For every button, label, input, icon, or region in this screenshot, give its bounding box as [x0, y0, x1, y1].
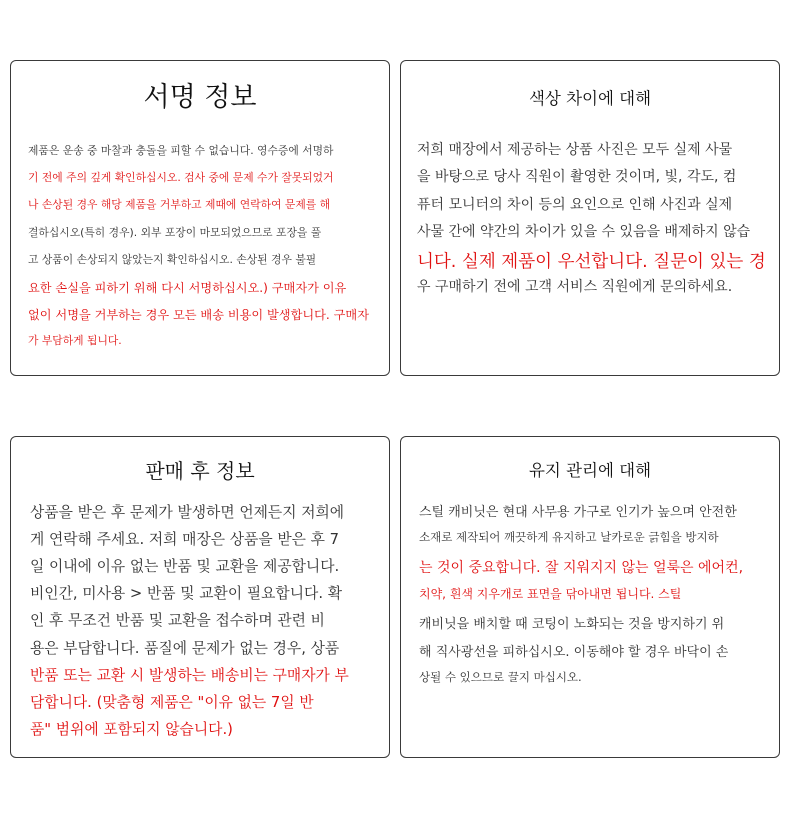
aftersales-text-line: 용은 부담합니다. 품질에 문제가 없는 경우, 상품 [30, 639, 340, 657]
signature-text-line: 기 전에 주의 깊게 확인하십시오. 검사 중에 문제 수가 잘못되었거 [28, 171, 334, 185]
color-difference-title: 색상 차이에 대해 [528, 89, 652, 108]
signature-text-line: 나 손상된 경우 해당 제품을 거부하고 제때에 연락하여 문제를 해 [28, 198, 331, 212]
maintenance-text-line: 치약, 흰색 지우개로 표면을 닦아내면 됩니다. 스틸 [419, 587, 682, 601]
color-text-line: 을 바탕으로 당사 직원이 촬영한 것이며, 빛, 각도, 컴 [417, 169, 737, 186]
maintenance-title: 유지 관리에 대해 [528, 461, 652, 480]
maintenance-text-line: 소재로 제작되어 깨끗하게 유지하고 날카로운 긁힘을 방지하 [419, 530, 719, 544]
signature-info-title: 서명 정보 [143, 82, 257, 113]
signature-text-line: 가 부담하게 됩니다. [28, 334, 122, 348]
after-sales-card [10, 436, 390, 758]
maintenance-text-line: 캐비닛을 배치할 때 코팅이 노화되는 것을 방지하기 위 [419, 617, 725, 632]
maintenance-text-line: 해 직사광선을 피하십시오. 이동해야 할 경우 바닥이 손 [419, 645, 729, 660]
color-text-line: 우 구매하기 전에 고객 서비스 직원에게 문의하세요. [417, 278, 733, 295]
signature-text-line: 요한 손실을 피하기 위해 다시 서명하십시오.) 구매자가 이유 [28, 281, 347, 295]
after-sales-title: 판매 후 정보 [145, 459, 255, 483]
aftersales-text-line: 비인간, 미사용 > 반품 및 교환이 필요합니다. 확 [30, 585, 343, 603]
aftersales-text-line: 품" 범위에 포함되지 않습니다.) [30, 720, 233, 738]
color-text-line: 퓨터 모니터의 차이 등의 요인으로 인해 사진과 실제 [417, 196, 733, 213]
aftersales-text-line: 담합니다. (맞춤형 제품은 "이유 없는 7일 반 [30, 693, 314, 711]
maintenance-text-line: 는 것이 중요합니다. 잘 지워지지 않는 얼룩은 에어컨, [419, 560, 744, 576]
aftersales-text-line: 게 연락해 주세요. 저희 매장은 상품을 받은 후 7 [30, 531, 340, 549]
aftersales-text-line: 인 후 무조건 반품 및 교환을 접수하며 관련 비 [30, 612, 325, 630]
aftersales-text-line: 일 이내에 이유 없는 반품 및 교환을 제공합니다. [30, 558, 340, 576]
signature-info-card [10, 60, 390, 376]
color-text-line: 사물 간에 약간의 차이가 있을 수 있음을 배제하지 않습 [417, 223, 751, 240]
color-text-line: 저희 매장에서 제공하는 상품 사진은 모두 실제 사물 [417, 142, 733, 158]
color-difference-card [400, 60, 780, 376]
signature-text-line: 없이 서명을 거부하는 경우 모든 배송 비용이 발생합니다. 구매자 [28, 308, 369, 323]
maintenance-card [400, 436, 780, 758]
signature-text-line: 제품은 운송 중 마찰과 충돌을 피할 수 없습니다. 영수증에 서명하 [28, 144, 334, 157]
color-text-line: 니다. 실제 제품이 우선합니다. 질문이 있는 경 [417, 252, 766, 273]
maintenance-text-line: 상될 수 있으므로 끌지 마십시오. [419, 670, 582, 684]
maintenance-text-line: 스틸 캐비닛은 현대 사무용 가구로 인기가 높으며 안전한 [419, 505, 737, 520]
signature-text-line: 결하십시오(특히 경우). 외부 포장이 마모되었으므로 포장을 풀 [28, 225, 322, 239]
signature-text-line: 고 상품이 손상되지 않았는지 확인하십시오. 손상된 경우 불필 [28, 252, 317, 266]
aftersales-text-line: 반품 또는 교환 시 발생하는 배송비는 구매자가 부 [30, 666, 349, 684]
aftersales-text-line: 상품을 받은 후 문제가 발생하면 언제든지 저희에 [30, 504, 345, 521]
